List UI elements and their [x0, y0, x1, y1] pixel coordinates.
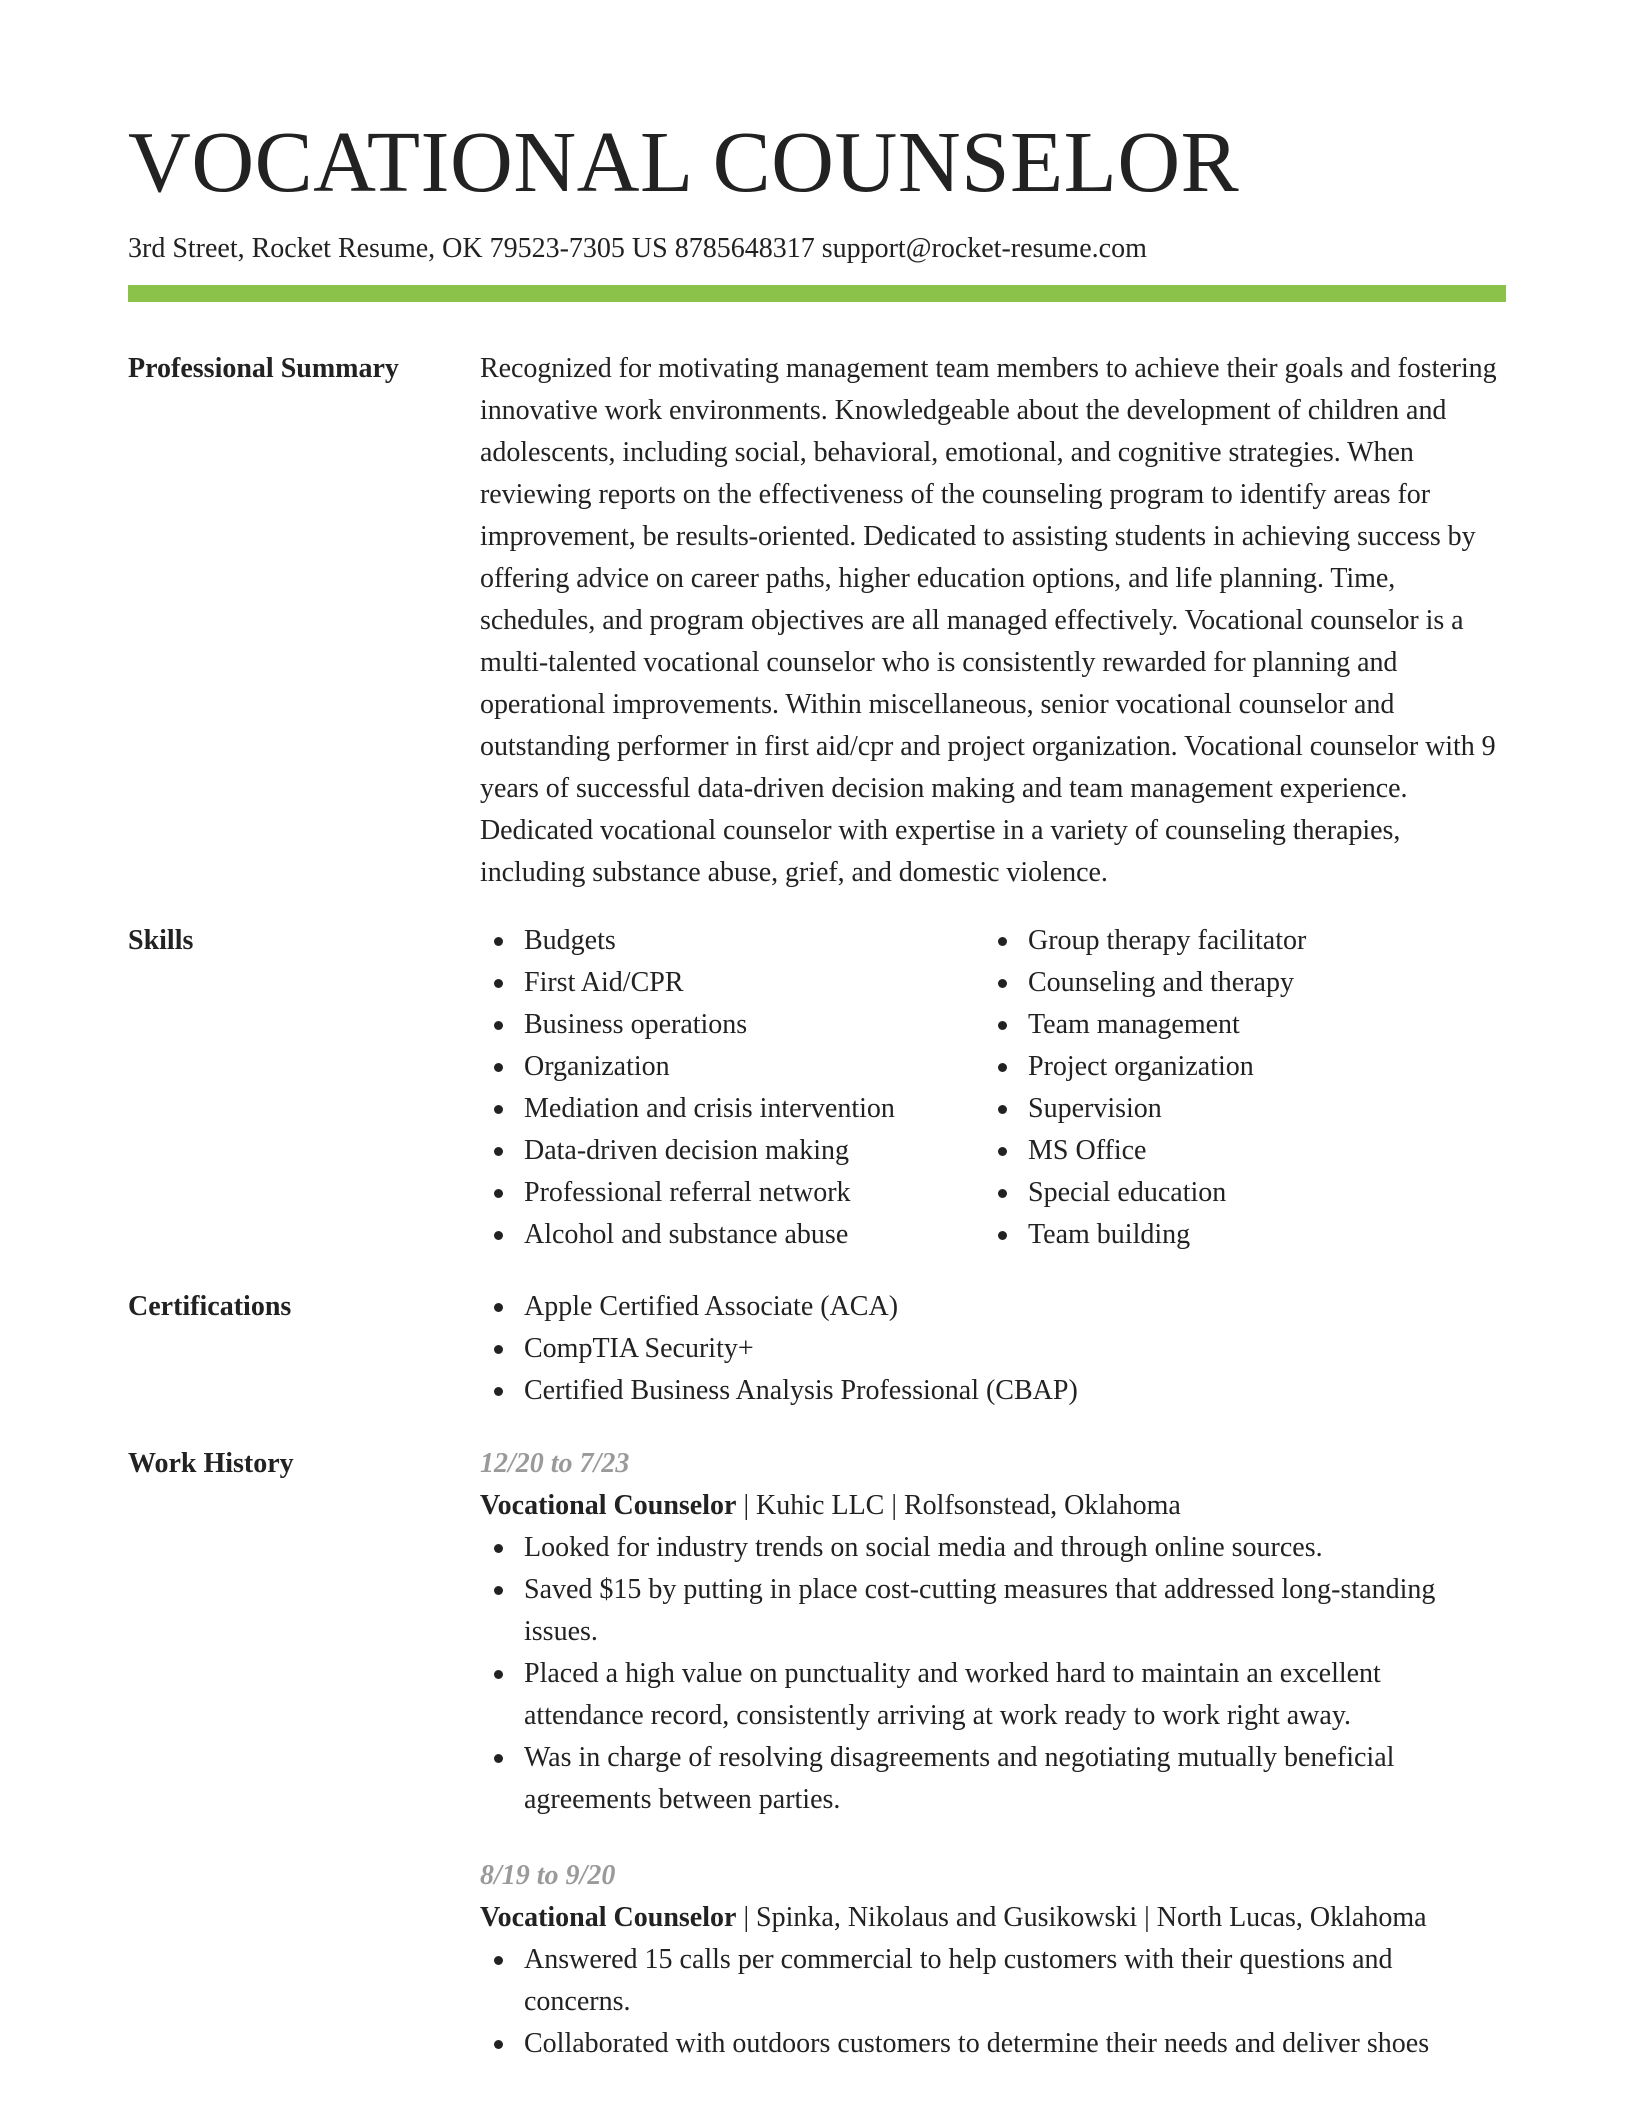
certification-item: [480, 1370, 1506, 1412]
skill-item-text: Group therapy facilitator: [1028, 925, 1307, 956]
bullet-icon: [998, 979, 1007, 988]
bullet-icon: [494, 1021, 503, 1030]
job-responsibilities: [480, 1939, 1506, 2065]
bullet-icon: [494, 1345, 503, 1354]
skills-list-right: [984, 920, 1484, 1256]
skill-item-text: Alcohol and substance abuse: [524, 1219, 849, 1250]
skill-item: [480, 962, 984, 1004]
skill-item-text: Business operations: [524, 1009, 748, 1040]
job-employer-location: | Spinka, Nikolaus and Gusikowski | North Lucas, Oklahoma: [736, 1902, 1427, 1933]
job-bullet: [480, 1527, 1506, 1569]
skill-item-text: Budgets: [524, 925, 616, 956]
certification-item-text: Certified Business Analysis Professional (CBAP): [524, 1375, 1078, 1406]
skill-item-text: Counseling and therapy: [1028, 967, 1294, 998]
bullet-icon: [998, 1021, 1007, 1030]
skill-item: [984, 1004, 1484, 1046]
bullet-icon: [494, 1147, 503, 1156]
skill-item-text: First Aid/CPR: [524, 967, 684, 998]
certification-item-text: Apple Certified Associate (ACA): [524, 1291, 899, 1322]
bullet-icon: [998, 1147, 1007, 1156]
job-title: Vocational Counselor: [480, 1490, 737, 1521]
bullet-icon: [494, 979, 503, 988]
job-bullet-text: Collaborated with outdoors customers to determine their needs and deliver shoes: [524, 2028, 1430, 2059]
bullet-icon: [998, 1231, 1007, 1240]
bullet-icon: [998, 1105, 1007, 1114]
bullet-icon: [998, 1189, 1007, 1198]
bullet-icon: [494, 1303, 503, 1312]
skill-item: [480, 1046, 984, 1088]
job-entry: [480, 1443, 1506, 1821]
job-bullet: [480, 1939, 1506, 2023]
bullet-icon: [494, 1189, 503, 1198]
work-history-heading: Work History: [128, 1448, 294, 1479]
skill-item: [480, 1004, 984, 1046]
bullet-icon: [494, 1387, 503, 1396]
job-bullet: [480, 1737, 1506, 1821]
skill-item: [480, 1088, 984, 1130]
bullet-icon: [494, 1586, 503, 1595]
skill-item: [480, 920, 984, 962]
skill-item-text: Project organization: [1028, 1051, 1254, 1082]
skill-item: [984, 1214, 1484, 1256]
job-dates: 12/20 to 7/23: [480, 1448, 630, 1479]
bullet-icon: [494, 1063, 503, 1072]
summary-text: Recognized for motivating management team members to achieve their goals and fostering innovative work environments. Knowledgeable about the development of children and adolescents, including social, behavioral, emotional, and cognitive strategies. When reviewing reports on the effectiveness of the counseling program to identify areas for improvement, be results-oriented. Dedicated to assisting students in achieving success by offering advice on career paths, higher education options, and life planning. Time, schedules, and program objectives are all managed effectively. Vocational counselor is a multi-talented vocational counselor who is consistently rewarded for planning and operational improvements. Within miscellaneous, senior vocational counselor and outstanding performer in first aid/cpr and project organization. Vocational counselor with 9 years of successful data-driven decision making and team management experience. Dedicated vocational counselor with expertise in a variety of counseling therapies, including substance abuse, grief, and domestic violence.: [480, 353, 1497, 888]
bullet-icon: [494, 1544, 503, 1553]
job-bullet-text: Looked for industry trends on social media and through online sources.: [524, 1532, 1323, 1563]
bullet-icon: [494, 937, 503, 946]
bullet-icon: [998, 937, 1007, 946]
job-employer-location: | Kuhic LLC | Rolfsonstead, Oklahoma: [736, 1490, 1181, 1521]
bullet-icon: [998, 1063, 1007, 1072]
skill-item: [984, 1046, 1484, 1088]
skill-item-text: Special education: [1028, 1177, 1227, 1208]
job-bullet: [480, 1653, 1506, 1737]
skill-item-text: Organization: [524, 1051, 670, 1082]
skill-item: [984, 920, 1484, 962]
job-bullet: [480, 1569, 1506, 1653]
skill-item: [984, 1130, 1484, 1172]
skill-item: [480, 1214, 984, 1256]
bullet-icon: [494, 1670, 503, 1679]
skills-heading: Skills: [128, 925, 194, 956]
bullet-icon: [494, 1105, 503, 1114]
skill-item-text: Supervision: [1028, 1093, 1162, 1124]
bullet-icon: [494, 1956, 503, 1965]
skill-item-text: MS Office: [1028, 1135, 1147, 1166]
header-accent-rule: [128, 285, 1506, 302]
skill-item-text: Mediation and crisis intervention: [524, 1093, 895, 1124]
job-bullet-text: Saved $15 by putting in place cost-cutting measures that addressed long-standing issues.: [524, 1574, 1436, 1647]
certification-item-text: CompTIA Security+: [524, 1333, 754, 1364]
skill-item: [984, 1088, 1484, 1130]
certification-item: [480, 1286, 1506, 1328]
skill-item: [480, 1130, 984, 1172]
job-bullet-text: Placed a high value on punctuality and worked hard to maintain an excellent attendance record, consistently arriving at work ready to work right away.: [524, 1658, 1381, 1731]
skill-item: [480, 1172, 984, 1214]
candidate-name: VOCATIONAL COUNSELOR: [128, 113, 1240, 210]
job-bullet-text: Was in charge of resolving disagreements and negotiating mutually beneficial agreements between parties.: [524, 1742, 1395, 1815]
skill-item: [984, 1172, 1484, 1214]
job-dates: 8/19 to 9/20: [480, 1860, 616, 1891]
skill-item-text: Professional referral network: [524, 1177, 851, 1208]
certification-item: [480, 1328, 1506, 1370]
job-bullet: [480, 2023, 1506, 2065]
work-history-entries: [480, 1443, 1506, 2099]
bullet-icon: [494, 1754, 503, 1763]
job-entry: [480, 1855, 1506, 2065]
certifications-list: [480, 1286, 1506, 1412]
job-heading: [480, 1897, 1506, 1939]
skill-item-text: Team management: [1028, 1009, 1240, 1040]
skill-item-text: Data-driven decision making: [524, 1135, 850, 1166]
skill-item: [984, 962, 1484, 1004]
contact-line: 3rd Street, Rocket Resume, OK 79523-7305 US 8785648317 support@rocket-resume.com: [128, 233, 1147, 264]
skill-item-text: Team building: [1028, 1219, 1191, 1250]
job-heading: [480, 1485, 1506, 1527]
bullet-icon: [494, 2040, 503, 2049]
certifications-heading: Certifications: [128, 1291, 292, 1322]
job-title: Vocational Counselor: [480, 1902, 737, 1933]
skills-list-left: [480, 920, 984, 1256]
job-responsibilities: [480, 1527, 1506, 1821]
job-bullet-text: Answered 15 calls per commercial to help customers with their questions and concerns.: [524, 1944, 1393, 2017]
summary-heading: Professional Summary: [128, 353, 399, 384]
bullet-icon: [494, 1231, 503, 1240]
